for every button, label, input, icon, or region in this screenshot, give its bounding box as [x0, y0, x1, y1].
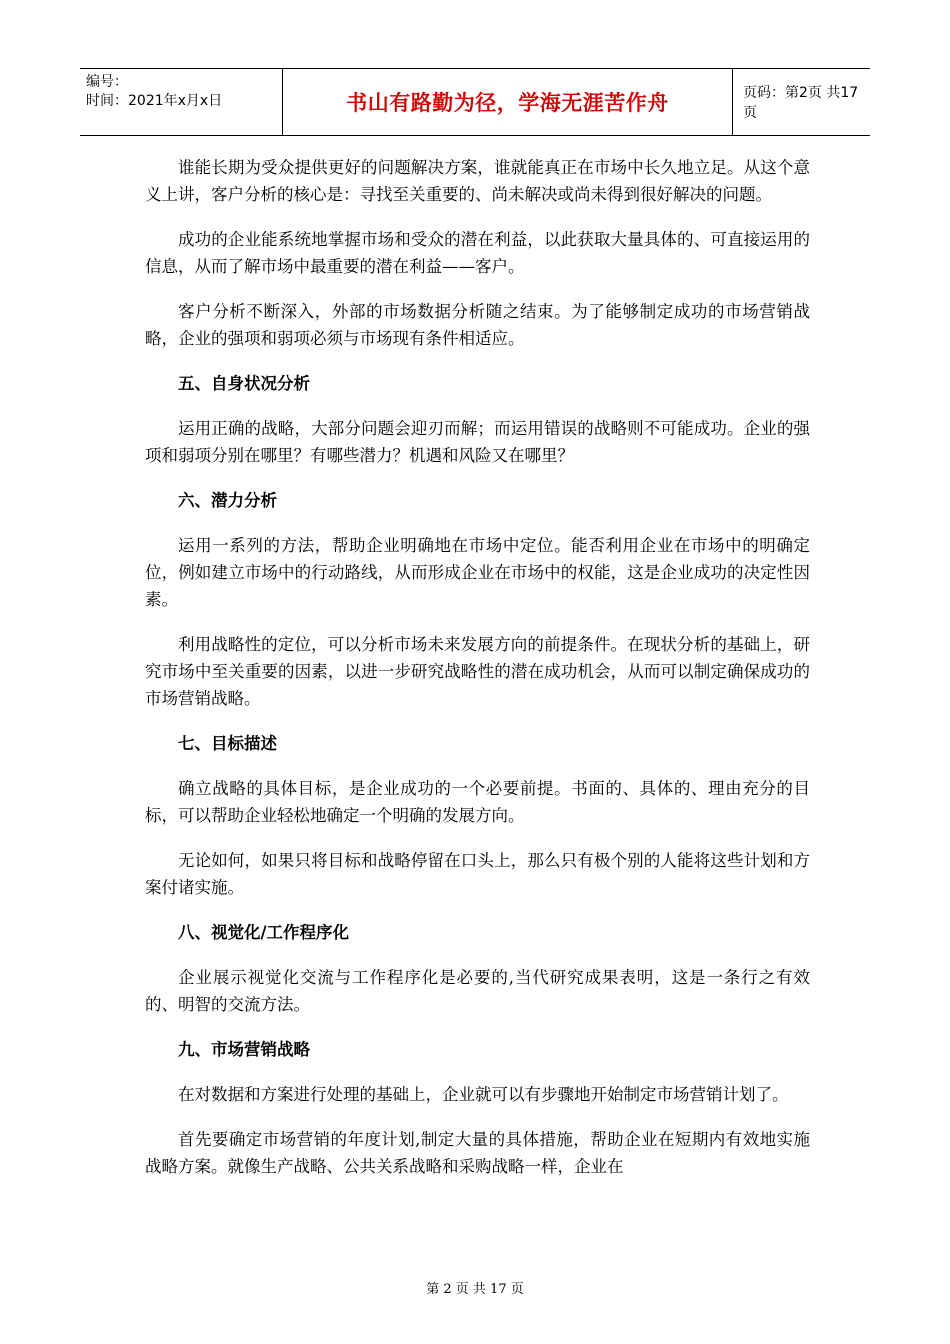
header-motto — [283, 69, 733, 135]
paragraph: 成功的企业能系统地掌握市场和受众的潜在利益，以此获取大量具体的、可直接运用的信息，从而了解市场中最重要的潜在利益——客户。 — [145, 230, 810, 276]
section-heading-9: 九、市场营销战略 — [178, 1040, 310, 1059]
paragraph: 在对数据和方案进行处理的基础上，企业就可以有步骤地开始制定市场营销计划了。 — [178, 1085, 789, 1104]
paragraph: 无论如何，如果只将目标和战略停留在口头上，那么只有极个别的人能将这些计划和方案付诸实施。 — [145, 851, 810, 897]
motto-text: 书山有路勤为径，学海无涯苦作舟 — [346, 90, 669, 115]
section-heading-7: 七、目标描述 — [178, 734, 277, 753]
paragraph: 客户分析不断深入，外部的市场数据分析随之结束。为了能够制定成功的市场营销战略，企业的强项和弱项必须与市场现有条件相适应。 — [145, 302, 810, 348]
header-meta — [80, 69, 283, 135]
document-body — [145, 154, 810, 1198]
document-date: 时间：2021年x月x日 — [86, 93, 223, 109]
paragraph: 确立战略的具体目标，是企业成功的一个必要前提。书面的、具体的、理由充分的目标，可以帮助企业轻松地确定一个明确的发展方向。 — [145, 779, 810, 825]
page-footer: 第 2 页 共 17 页 — [426, 1282, 524, 1297]
section-heading-5: 五、自身状况分析 — [178, 374, 310, 393]
document-header — [80, 68, 870, 136]
section-heading-6: 六、潜力分析 — [178, 491, 277, 510]
paragraph: 谁能长期为受众提供更好的问题解决方案，谁就能真正在市场中长久地立足。从这个意义上讲，客户分析的核心是：寻找至关重要的、尚未解决或尚未得到很好解决的问题。 — [145, 158, 810, 204]
document-number-label: 编号： — [86, 74, 128, 90]
paragraph: 企业展示视觉化交流与工作程序化是必要的,当代研究成果表明，这是一条行之有效的、明智的交流方法。 — [145, 968, 810, 1014]
paragraph: 运用一系列的方法，帮助企业明确地在市场中定位。能否利用企业在市场中的明确定位，例如建立市场中的行动路线，从而形成企业在市场中的权能，这是企业成功的决定性因素。 — [145, 536, 810, 609]
paragraph: 运用正确的战略，大部分问题会迎刃而解；而运用错误的战略则不可能成功。企业的强项和弱项分别在哪里？有哪些潜力？机遇和风险又在哪里？ — [145, 419, 810, 465]
section-heading-8: 八、视觉化/工作程序化 — [178, 923, 350, 942]
header-page-info: 页码：第2页 共17页 — [743, 85, 859, 121]
paragraph: 首先要确定市场营销的年度计划,制定大量的具体措施，帮助企业在短期内有效地实施战略方案。就像生产战略、公共关系战略和采购战略一样，企业在 — [145, 1130, 810, 1176]
paragraph: 利用战略性的定位，可以分析市场未来发展方向的前提条件。在现状分析的基础上，研究市场中至关重要的因素，以进一步研究战略性的潜在成功机会，从而可以制定确保成功的市场营销战略。 — [145, 635, 810, 708]
